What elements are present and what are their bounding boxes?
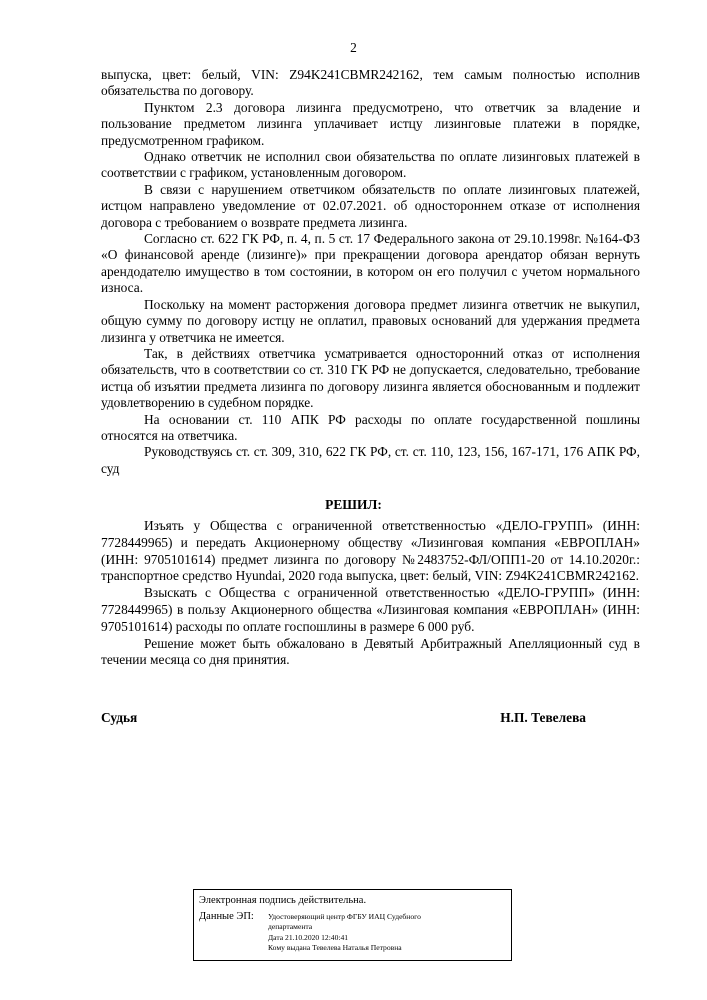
page-number: 2 bbox=[350, 40, 357, 55]
judge-label: Судья bbox=[101, 710, 138, 725]
stamp-details bbox=[268, 912, 508, 954]
decision-section bbox=[101, 518, 640, 669]
reasoning-section bbox=[101, 67, 640, 477]
stamp-detail-line: Кому выдана Тевелева Наталья Петровна bbox=[268, 943, 402, 953]
paragraph: Поскольку на момент расторжения договора предмет лизинга ответчик не выкупил, общую сумму по договору истцу не оплатил, правовых оснований для удержания предмета лизинга у ответчика не имеется. bbox=[101, 296, 640, 345]
stamp-title: Электронная подпись действительна. bbox=[199, 895, 367, 906]
decision-heading: РЕШИЛ: bbox=[325, 497, 382, 512]
paragraph: В связи с нарушением ответчиком обязательств по оплате лизинговых платежей, истцом направлено уведомление от 02.07.2021. об одностороннем отказе от исполнения договора с требованием о возврате предмета лизинга. bbox=[101, 181, 640, 230]
paragraph: выпуска, цвет: белый, VIN: Z94K241CBMR242162, тем самым полностью исполнив обязательства по договору. bbox=[101, 67, 640, 99]
judge-name: Н.П. Тевелева bbox=[500, 710, 586, 725]
stamp-detail-line: департамента bbox=[268, 922, 313, 932]
paragraph: Пунктом 2.3 договора лизинга предусмотрено, что ответчик за владение и пользование предметом лизинга уплачивает истцу лизинговые платежи в порядке, предусмотренном графиком. bbox=[101, 99, 640, 148]
stamp-data-label: Данные ЭП: bbox=[199, 911, 254, 922]
paragraph: Так, в действиях ответчика усматривается односторонний отказ от исполнения обязательств, что в соответствии со ст. 310 ГК РФ не допускается, следовательно, требование истца об изъятии предмета лизинга по договору лизинга является обоснованным и подлежит удовлетворению в судебном порядке. bbox=[101, 345, 640, 411]
electronic-signature-stamp bbox=[193, 889, 512, 961]
stamp-detail-line: Удостоверяющий центр ФГБУ ИАЦ Судебного bbox=[268, 912, 421, 921]
paragraph: Однако ответчик не исполнил свои обязательства по оплате лизинговых платежей в соответствии с графиком, установленным договором. bbox=[101, 149, 640, 181]
decision-paragraph: Решение может быть обжаловано в Девятый Арбитражный Апелляционный суд в течении месяца со дня принятия. bbox=[101, 635, 640, 668]
paragraph: Согласно ст. 622 ГК РФ, п. 4, п. 5 ст. 17 Федерального закона от 29.10.1998г. №164-ФЗ «О финансовой аренде (лизинге)» при прекращении договора арендатор обязан вернуть арендодателю имущество в том состоянии, в котором он его получил с учетом нормального износа. bbox=[101, 231, 640, 296]
signature-row bbox=[101, 710, 586, 728]
paragraph: Руководствуясь ст. ст. 309, 310, 622 ГК РФ, ст. ст. 110, 123, 156, 167-171, 176 АПК РФ, суд bbox=[101, 444, 640, 476]
paragraph: На основании ст. 110 АПК РФ расходы по оплате государственной пошлины относятся на ответчика. bbox=[101, 411, 640, 443]
stamp-detail-line: Дата 21.10.2020 12:40:41 bbox=[268, 932, 349, 942]
decision-paragraph: Взыскать с Общества с ограниченной ответственностью «ДЕЛО-ГРУПП» (ИНН: 7728449965) в пользу Акционерного общества «Лизинговая компания «ЕВРОПЛАН» (ИНН: 9705101614) расходы по оплате госпошлины в размере 6 000 руб. bbox=[101, 585, 640, 634]
decision-paragraph: Изъять у Общества с ограниченной ответственностью «ДЕЛО-ГРУПП» (ИНН: 7728449965) и передать Акционерному обществу «Лизинговая компания «ЕВРОПЛАН» (ИНН: 9705101614) предмет лизинга по договору №2483752-ФЛ/ОПП1-20 от 14.10.2020г.: транспортное средство Hyundai, 2020 года выпуска, цвет: белый, VIN: Z94K241CBMR242162. bbox=[101, 518, 640, 584]
